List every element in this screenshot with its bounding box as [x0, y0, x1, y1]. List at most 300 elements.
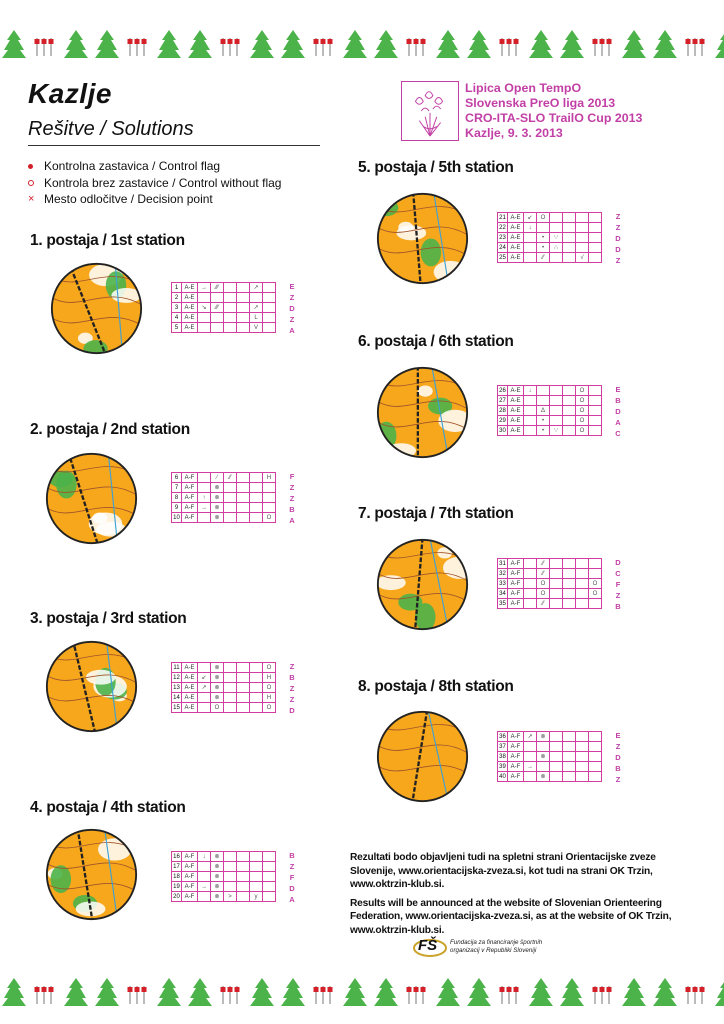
control-flag-icon [135, 987, 140, 992]
question-number: 6 [172, 473, 182, 483]
station-map-1 [50, 262, 143, 355]
control-flag-icon [500, 39, 505, 44]
solution-letter: B [289, 505, 295, 514]
tree-icon [467, 30, 491, 58]
description-cell [224, 862, 237, 872]
description-cell: √ [576, 253, 589, 263]
description-cell [563, 253, 576, 263]
description-cell [250, 683, 263, 693]
answer-row [498, 742, 602, 752]
description-cell [576, 213, 589, 223]
description-cell: ⊗ [211, 483, 224, 493]
solution-letter: Z [615, 256, 621, 265]
description-cell [263, 862, 276, 872]
description-cell: H [263, 693, 276, 703]
control-flag-icon [500, 987, 505, 992]
solution-letter: B [615, 764, 621, 773]
control-flag-icon [142, 39, 147, 44]
description-cell [263, 493, 276, 503]
answer-row [498, 213, 602, 223]
solution-letter: D [615, 245, 621, 254]
solution-letter: Z [289, 494, 295, 503]
description-cell [524, 752, 537, 762]
solution-letter: Z [289, 862, 295, 871]
answer-row [498, 599, 602, 609]
description-cell [198, 313, 211, 323]
description-cell [224, 882, 237, 892]
question-number: 33 [499, 580, 506, 587]
description-cell [576, 772, 589, 782]
description-cell [589, 223, 602, 233]
description-cell [537, 742, 550, 752]
answer-range: A-E [182, 323, 198, 333]
description-cell [263, 882, 276, 892]
description-cell: • [537, 243, 550, 253]
description-cell [250, 703, 263, 713]
description-cell: V [250, 323, 263, 333]
description-cell: O [576, 386, 589, 396]
station-map-2 [45, 452, 138, 545]
description-cell: → [524, 762, 537, 772]
description-cell [589, 559, 602, 569]
description-cell [224, 703, 237, 713]
control-flag-icon [221, 987, 226, 992]
question-number: 4 [172, 313, 182, 323]
station-heading-7: 7. postaja / 7th station [358, 505, 514, 522]
description-cell: O [576, 406, 589, 416]
solution-letter: Z [615, 742, 621, 751]
description-cell [263, 503, 276, 513]
answer-row [498, 752, 602, 762]
answer-range: A-F [182, 852, 198, 862]
description-cell [524, 559, 537, 569]
control-flag-icon [221, 39, 226, 44]
question-number: 32 [499, 570, 506, 577]
station-heading-1: 1. postaja / 1st station [30, 232, 185, 249]
description-cell: ⁄ [211, 473, 224, 483]
description-cell: ↗ [250, 283, 263, 293]
control-flag-icon [593, 39, 598, 44]
flower-bouquet-logo-icon [401, 81, 459, 141]
solution-letter: B [289, 851, 295, 860]
question-number: 5 [172, 323, 182, 333]
description-cell [224, 313, 237, 323]
description-cell: → [198, 283, 211, 293]
answer-range: A-F [508, 752, 524, 762]
solution-letter: Z [289, 293, 295, 302]
description-cell [589, 416, 602, 426]
tree-icon [653, 978, 677, 1006]
question-number: 19 [173, 883, 180, 890]
answer-range: A-F [182, 473, 198, 483]
description-cell: ⁄⁄⁄ [211, 303, 224, 313]
solution-letter: Z [615, 775, 621, 784]
tree-icon [560, 978, 584, 1006]
answer-range: A-E [182, 313, 198, 323]
question-number: 34 [499, 590, 506, 597]
answer-range: A-E [182, 693, 198, 703]
description-cell: ⊗ [211, 673, 224, 683]
control-flag-icon [514, 39, 519, 44]
description-cell [576, 589, 589, 599]
description-cell: ⁄⁄⁄ [211, 283, 224, 293]
solution-letter: Z [615, 591, 621, 600]
control-flag-icon [128, 39, 133, 44]
description-cell [250, 872, 263, 882]
control-flag-icon [49, 987, 54, 992]
description-cell: H [263, 473, 276, 483]
description-cell [198, 293, 211, 303]
question-number: 38 [499, 753, 506, 760]
description-cell [589, 233, 602, 243]
description-cell [589, 772, 602, 782]
answer-range: A-E [508, 233, 524, 243]
description-cell [576, 599, 589, 609]
control-flag-icon [321, 39, 326, 44]
description-cell [589, 243, 602, 253]
description-cell [237, 473, 250, 483]
question-number: 2 [172, 293, 182, 303]
description-cell [211, 323, 224, 333]
tree-icon [95, 30, 119, 58]
control-flag-icon [49, 39, 54, 44]
answer-row [498, 416, 602, 426]
station-map-6 [376, 366, 469, 459]
description-cell [563, 559, 576, 569]
tree-icon [157, 978, 181, 1006]
description-cell [563, 762, 576, 772]
description-cell [576, 752, 589, 762]
description-cell: O [576, 416, 589, 426]
solution-letter: A [289, 895, 295, 904]
control-flag-icon [593, 987, 598, 992]
tree-icon [64, 978, 88, 1006]
control-flag-icon [600, 39, 605, 44]
event-info [465, 81, 642, 141]
solution-letter: C [615, 569, 621, 578]
tree-icon [467, 978, 491, 1006]
description-cell: ↓ [524, 386, 537, 396]
control-flag-icon [142, 987, 147, 992]
solution-letter: F [289, 873, 295, 882]
question-number: 18 [173, 873, 180, 880]
description-cell [563, 386, 576, 396]
answer-row [172, 862, 276, 872]
solution-letter: Z [289, 662, 295, 671]
description-cell [550, 742, 563, 752]
description-cell [224, 673, 237, 683]
answer-range: A-F [182, 503, 198, 513]
control-flag-icon [328, 987, 333, 992]
description-cell [537, 396, 550, 406]
tree-icon [250, 978, 274, 1006]
description-cell [237, 293, 250, 303]
answer-grid-7 [497, 558, 602, 609]
answer-range: A-E [508, 406, 524, 416]
answer-row [172, 493, 276, 503]
tree-icon [374, 978, 398, 1006]
results-text-slovenian: Rezultati bodo objavljeni tudi na spletni strani Orientacijske zveze Slovenije, www.orientacijska-zveza.si, kot tudi na strani OK Trzin, www.oktrzin-klub.si. [350, 852, 656, 890]
description-cell: > [224, 892, 237, 902]
solution-letter: D [615, 753, 621, 762]
description-cell [237, 862, 250, 872]
description-cell [263, 313, 276, 323]
answer-range: A-F [182, 882, 198, 892]
description-cell [250, 473, 263, 483]
description-cell: O [263, 513, 276, 523]
description-cell [524, 253, 537, 263]
answer-row [172, 313, 276, 323]
description-cell: ⁄⁄ [537, 599, 550, 609]
station-map-4 [45, 828, 138, 921]
description-cell [224, 872, 237, 882]
control-flag-icon [507, 39, 512, 44]
description-cell [589, 732, 602, 742]
question-number: 9 [172, 503, 182, 513]
solution-letter: A [615, 418, 621, 427]
description-cell [250, 293, 263, 303]
description-cell [211, 293, 224, 303]
description-cell: ⊗ [211, 862, 224, 872]
description-cell [524, 589, 537, 599]
description-cell [589, 386, 602, 396]
legend-item-control-without-flag: Kontrola brez zastavice / Control without flag [28, 175, 281, 192]
description-cell: ⊗ [211, 892, 224, 902]
legend-item-control-flag: Kontrolna zastavica / Control flag [28, 158, 281, 175]
solution-letter: E [615, 731, 621, 740]
answer-row [172, 473, 276, 483]
description-cell [563, 243, 576, 253]
description-cell [563, 742, 576, 752]
description-cell [563, 599, 576, 609]
description-cell [563, 732, 576, 742]
description-cell [198, 892, 211, 902]
control-flag-icon [135, 39, 140, 44]
solution-letter: Z [289, 483, 295, 492]
control-flag-icon [314, 39, 319, 44]
tree-icon [188, 30, 212, 58]
description-cell [563, 396, 576, 406]
solutions-column-2 [287, 471, 297, 526]
answer-range: A-F [182, 483, 198, 493]
answer-range: A-E [182, 283, 198, 293]
description-cell [576, 223, 589, 233]
solution-letter: E [289, 282, 295, 291]
tree-icon [157, 30, 181, 58]
description-cell [563, 426, 576, 436]
answer-row [498, 253, 602, 263]
control-flag-icon [228, 987, 233, 992]
answer-grid-4 [171, 851, 276, 902]
tree-icon [64, 30, 88, 58]
description-cell: O [576, 426, 589, 436]
description-cell [563, 416, 576, 426]
answer-row [498, 569, 602, 579]
tree-icon [188, 978, 212, 1006]
answer-range: A-E [182, 303, 198, 313]
answer-range: A-F [182, 872, 198, 882]
description-cell: L [250, 313, 263, 323]
description-cell: O [589, 589, 602, 599]
description-cell [550, 752, 563, 762]
description-cell: O [537, 213, 550, 223]
description-cell: ↗ [198, 683, 211, 693]
description-cell [537, 223, 550, 233]
description-cell: ⊗ [537, 772, 550, 782]
solution-letter: D [615, 234, 621, 243]
description-cell [237, 283, 250, 293]
station-heading-5: 5. postaja / 5th station [358, 159, 514, 176]
answer-row [498, 559, 602, 569]
answer-range: A-F [508, 732, 524, 742]
question-number: 14 [173, 694, 180, 701]
tree-icon [374, 30, 398, 58]
description-cell [563, 752, 576, 762]
description-cell [224, 683, 237, 693]
description-cell: O [263, 663, 276, 673]
control-flag-icon [686, 987, 691, 992]
answer-range: A-E [182, 663, 198, 673]
control-flag-icon [507, 987, 512, 992]
solution-letter: D [289, 304, 295, 313]
description-cell: → [198, 503, 211, 513]
description-cell [198, 483, 211, 493]
description-cell [237, 493, 250, 503]
answer-range: A-E [508, 386, 524, 396]
description-cell: • [537, 416, 550, 426]
decorative-border-bottom [0, 974, 724, 1010]
answer-row [498, 386, 602, 396]
tree-icon [436, 30, 460, 58]
description-cell [589, 599, 602, 609]
description-cell [550, 213, 563, 223]
answer-row [172, 673, 276, 683]
solution-letter: D [289, 706, 295, 715]
description-cell [263, 283, 276, 293]
solutions-column-3 [287, 661, 297, 716]
answer-grid-2 [171, 472, 276, 523]
description-cell [524, 579, 537, 589]
description-cell [589, 396, 602, 406]
results-text-english: Results will be announced at the website of Slovenian Orienteering Federation, www.orientacijska-zveza.si, as at the website of OK Trzin, www.oktrzin-klub.si. [350, 897, 672, 936]
question-number: 3 [172, 303, 182, 313]
description-cell [237, 303, 250, 313]
answer-row [498, 426, 602, 436]
question-number: 22 [499, 224, 506, 231]
description-cell: ∵ [550, 426, 563, 436]
description-cell [198, 473, 211, 483]
answer-row [498, 772, 602, 782]
tree-icon [95, 978, 119, 1006]
solution-letter: A [289, 516, 295, 525]
control-flag-icon [693, 987, 698, 992]
description-cell [550, 589, 563, 599]
tree-icon [250, 30, 274, 58]
description-cell [237, 693, 250, 703]
control-flag-icon [700, 987, 705, 992]
answer-row [498, 579, 602, 589]
description-cell: O [576, 396, 589, 406]
description-cell [563, 233, 576, 243]
description-cell [224, 303, 237, 313]
event-line-2: Slovenska PreO liga 2013 [465, 96, 616, 110]
description-cell [524, 243, 537, 253]
station-map-8 [376, 710, 469, 803]
description-cell [237, 683, 250, 693]
answer-range: A-F [182, 493, 198, 503]
description-cell [224, 493, 237, 503]
description-cell [263, 852, 276, 862]
description-cell [589, 213, 602, 223]
description-cell [550, 772, 563, 782]
description-cell [224, 293, 237, 303]
answer-row [172, 283, 276, 293]
description-cell: ⊗ [211, 852, 224, 862]
description-cell [250, 503, 263, 513]
description-cell: ⁄⁄ [537, 253, 550, 263]
description-cell [589, 752, 602, 762]
description-cell: O [263, 703, 276, 713]
event-box [401, 81, 701, 145]
answer-row [172, 703, 276, 713]
description-cell [237, 313, 250, 323]
solution-letter: C [615, 429, 621, 438]
answer-range: A-E [182, 703, 198, 713]
description-cell [550, 762, 563, 772]
description-cell [524, 406, 537, 416]
question-number: 13 [173, 684, 180, 691]
control-flag-icon [328, 39, 333, 44]
description-cell [550, 569, 563, 579]
solutions-column-4 [287, 850, 297, 905]
event-line-1: Lipica Open TempO [465, 81, 582, 95]
description-cell: ↙ [524, 213, 537, 223]
question-number: 35 [499, 600, 506, 607]
description-cell [537, 386, 550, 396]
station-map-3 [45, 640, 138, 733]
solutions-column-1 [287, 281, 297, 336]
description-cell [263, 872, 276, 882]
description-cell [576, 732, 589, 742]
question-number: 10 [173, 514, 180, 521]
description-cell [263, 892, 276, 902]
description-cell [250, 693, 263, 703]
tree-icon [560, 30, 584, 58]
description-cell [576, 762, 589, 772]
description-cell: O [537, 579, 550, 589]
answer-grid-6 [497, 385, 602, 436]
description-cell [537, 762, 550, 772]
description-cell: ⊗ [211, 513, 224, 523]
question-number: 15 [173, 704, 180, 711]
description-cell [224, 513, 237, 523]
solution-letter: E [615, 385, 621, 394]
answer-range: A-F [508, 589, 524, 599]
description-cell [250, 663, 263, 673]
description-cell: ↓ [524, 223, 537, 233]
solution-letter: Z [615, 212, 621, 221]
description-cell [237, 872, 250, 882]
control-flag-icon [235, 39, 240, 44]
description-cell [563, 406, 576, 416]
description-cell [524, 396, 537, 406]
control-flag-icon [314, 987, 319, 992]
description-cell [224, 483, 237, 493]
station-heading-4: 4. postaja / 4th station [30, 799, 186, 816]
question-number: 20 [173, 893, 180, 900]
description-cell [237, 673, 250, 683]
description-cell: • [537, 426, 550, 436]
